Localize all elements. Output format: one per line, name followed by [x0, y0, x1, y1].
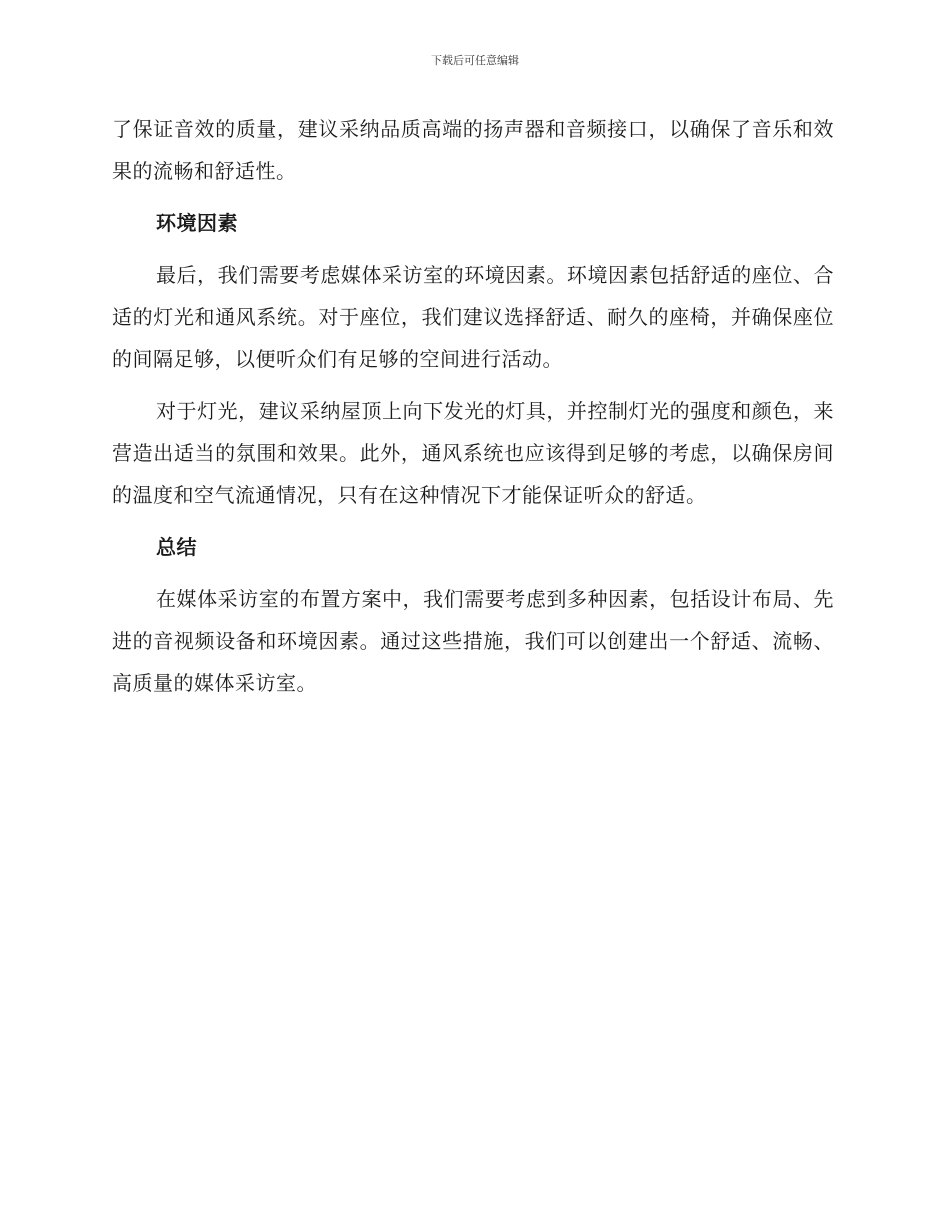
- document-body: [112, 108, 834, 704]
- paragraph-environment-lighting: 对于灯光，建议采纳屋顶上向下发光的灯具，并控制灯光的强度和颜色，来营造出适当的氛围和效果。此外，通风系统也应该得到足够的考虑，以确保房间的温度和空气流通情况，只有在这种情况下才能保证听众的舒适。: [112, 399, 834, 507]
- section-heading-summary: 总结: [156, 535, 197, 559]
- paragraph-audio-quality: 了保证音效的质量，建议采纳品质高端的扬声器和音频接口，以确保了音乐和效果的流畅和舒适性。: [112, 117, 834, 183]
- page-header: 下载后可任意编辑: [431, 54, 519, 67]
- section-heading-environment: 环境因素: [156, 211, 238, 235]
- paragraph-summary: 在媒体采访室的布置方案中，我们需要考虑到多种因素，包括设计布局、先进的音视频设备和环境因素。通过这些措施，我们可以创建出一个舒适、流畅、高质量的媒体采访室。: [112, 587, 834, 695]
- paragraph-environment-seating: 最后，我们需要考虑媒体采访室的环境因素。环境因素包括舒适的座位、合适的灯光和通风系统。对于座位，我们建议选择舒适、耐久的座椅，并确保座位的间隔足够，以便听众们有足够的空间进行活动。: [112, 263, 834, 371]
